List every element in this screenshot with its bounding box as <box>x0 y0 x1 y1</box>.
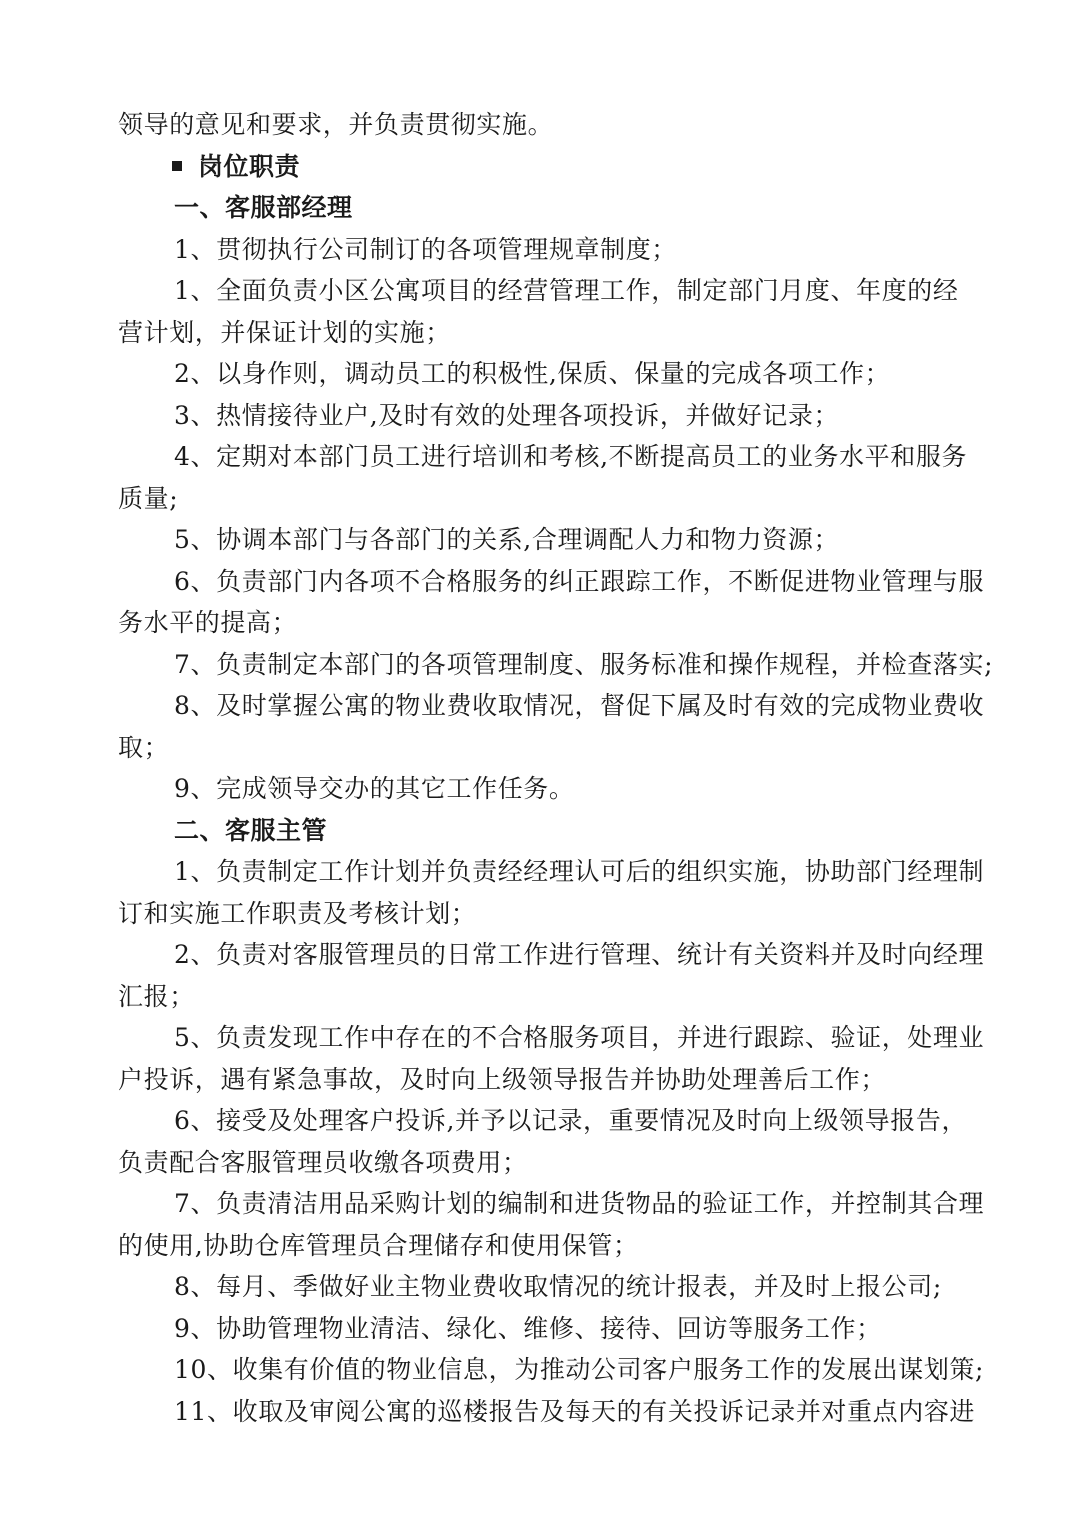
duty-item <box>118 1017 985 1100</box>
intro-line: 领导的意见和要求，并负责贯彻实施。 <box>118 110 554 139</box>
duty-item <box>118 644 994 686</box>
duty-item-first-line: 7、负责制定本部门的各项管理制度、服务标准和操作规程，并检查落实; <box>174 649 994 679</box>
duty-item <box>118 270 963 353</box>
duty-item-first-line: 8、及时掌握公寓的物业费收取情况，督促下属及时有效的完成物业费收 <box>174 691 985 720</box>
square-bullet-icon <box>172 161 182 171</box>
duty-item <box>118 1183 985 1266</box>
duty-item-continuation-line: 营计划，并保证计划的实施； <box>118 317 451 347</box>
duty-item <box>118 1100 968 1183</box>
duty-item-first-line: 1、贯彻执行公司制订的各项管理规章制度； <box>174 234 677 264</box>
duty-item-first-line: 1、负责制定工作计划并负责经经理认可后的组织实施，协助部门经理制 <box>174 857 985 886</box>
duty-item-continuation-line: 取； <box>118 732 170 762</box>
duty-item <box>118 768 963 810</box>
duty-item <box>118 436 968 519</box>
document-page <box>118 104 994 1432</box>
supervisor-heading: 二、客服主管 <box>174 815 328 845</box>
duty-item-first-line: 7、负责清洁用品采购计划的编制和进货物品的验证工作，并控制其合理 <box>174 1189 985 1218</box>
duty-item-first-line: 10、收集有价值的物业信息，为推动公司客户服务工作的发展出谋划策; <box>174 1355 985 1384</box>
duty-item <box>118 1349 985 1391</box>
duty-item <box>118 561 985 644</box>
duty-item-first-line: 11、收取及审阅公寓的巡楼报告及每天的有关投诉记录并对重点内容进 <box>174 1396 976 1426</box>
duty-item-continuation-line: 的使用,协助仓库管理员合理储存和使用保管； <box>118 1230 639 1260</box>
duty-item-first-line: 1、全面负责小区公寓项目的经营管理工作，制定部门月度、年度的经 <box>174 276 959 305</box>
duty-item <box>118 353 963 395</box>
duty-item <box>118 934 985 1017</box>
duty-item-first-line: 2、负责对客服管理员的日常工作进行管理、统计有关资料并及时向经理 <box>174 940 985 969</box>
duty-item <box>118 395 963 437</box>
duty-item <box>118 685 985 768</box>
duty-item-first-line: 8、每月、季做好业主物业费收取情况的统计报表，并及时上报公司; <box>174 1272 942 1301</box>
duty-item-continuation-line: 务水平的提高； <box>118 608 298 637</box>
manager-heading: 一、客服部经理 <box>174 193 353 222</box>
section-title <box>118 146 963 188</box>
duty-item-continuation-line: 订和实施工作职责及考核计划； <box>118 898 477 928</box>
duty-item-first-line: 9、完成领导交办的其它工作任务。 <box>174 774 575 803</box>
duty-item <box>118 1391 976 1433</box>
duty-item <box>118 1308 963 1350</box>
duty-item-continuation-line: 户投诉，遇有紧急事故，及时向上级领导报告并协助处理善后工作； <box>118 1064 887 1094</box>
duty-item-continuation-line: 质量; <box>118 483 179 513</box>
duty-item-first-line: 5、负责发现工作中存在的不合格服务项目，并进行跟踪、验证，处理业 <box>174 1023 985 1052</box>
duty-item <box>118 229 963 271</box>
manager-duties-list <box>118 229 994 810</box>
supervisor-duties-list <box>118 851 985 1432</box>
duty-item-first-line: 4、定期对本部门员工进行培训和考核,不断提高员工的业务水平和服务 <box>174 442 968 471</box>
duty-item-first-line: 5、协调本部门与各部门的关系,合理调配人力和物力资源； <box>174 525 840 554</box>
duty-item-continuation-line: 负责配合客服管理员收缴各项费用； <box>118 1147 528 1177</box>
duty-item <box>118 851 985 934</box>
section-title-text: 岗位职责 <box>198 151 301 181</box>
duty-item-first-line: 6、负责部门内各项不合格服务的纠正跟踪工作，不断促进物业管理与服 <box>174 566 985 596</box>
duty-item <box>118 519 963 561</box>
duty-item-continuation-line: 汇报； <box>118 981 195 1011</box>
duty-item-first-line: 9、协助管理物业清洁、绿化、维修、接待、回访等服务工作； <box>174 1313 882 1343</box>
duty-item <box>118 1266 963 1308</box>
duty-item-first-line: 2、以身作则，调动员工的积极性,保质、保量的完成各项工作； <box>174 359 891 388</box>
duty-item-first-line: 6、接受及处理客户投诉,并予以记录，重要情况及时向上级领导报告， <box>174 1106 968 1135</box>
duty-item-first-line: 3、热情接待业户,及时有效的处理各项投诉，并做好记录； <box>174 400 840 430</box>
